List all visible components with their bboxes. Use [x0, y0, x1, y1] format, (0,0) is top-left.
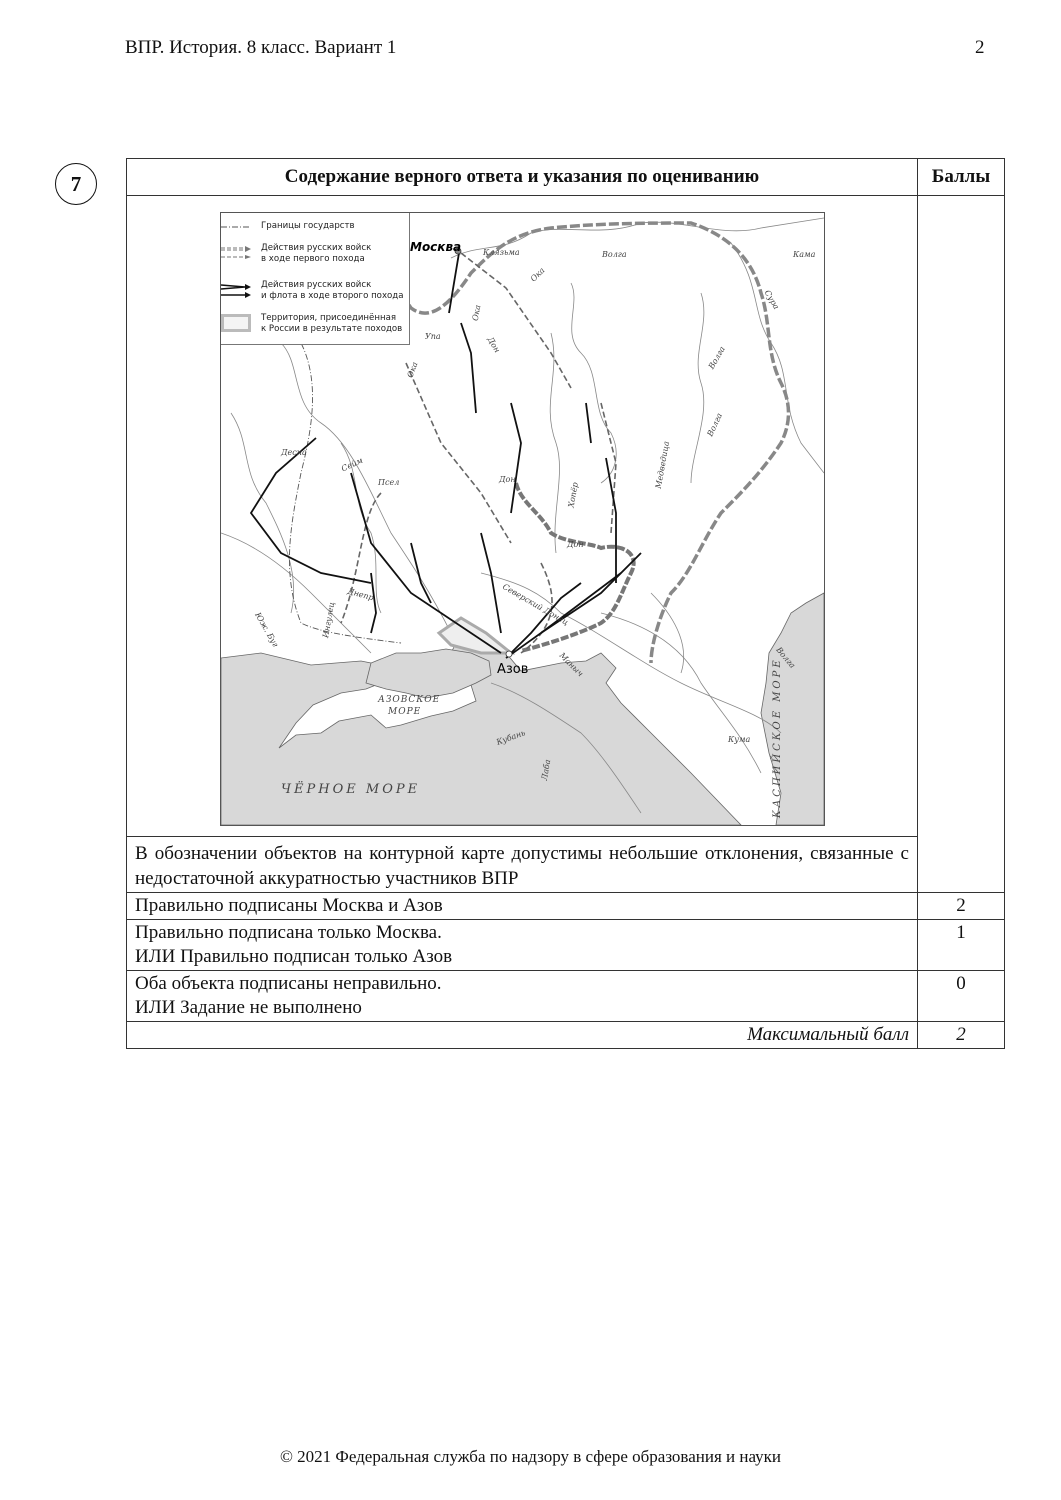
col-header-content: Содержание верного ответа и указания по оцениванию — [127, 159, 918, 196]
river-label-ingulets: Ингулец — [321, 601, 337, 639]
river-label-psel: Псел — [378, 478, 400, 487]
legend-borders: Границы государств — [261, 221, 355, 231]
map-row — [127, 196, 1005, 837]
criterion-text — [127, 971, 918, 1022]
river-label-seversky-donets: Северский Донец — [500, 582, 570, 628]
azov-marker — [506, 651, 512, 657]
river-label-seym: Сейм — [339, 455, 365, 474]
note-row — [127, 837, 1005, 893]
legend-first-campaign-line1: Действия русских войск — [261, 243, 372, 253]
river-label-upa: Упа — [425, 332, 441, 341]
page-number: 2 — [975, 37, 985, 58]
criterion-line: ИЛИ Правильно подписан только Азов — [135, 946, 453, 967]
criteria-row — [127, 893, 1005, 920]
historical-map — [220, 212, 825, 826]
sea-label-azov-2: МОРЕ — [388, 707, 422, 717]
river-label-don-c: Дон — [499, 475, 516, 484]
river-label-don-s: Дон — [567, 540, 584, 549]
criterion-points: 0 — [918, 971, 1005, 1022]
river-label-oka-w: Ока — [405, 360, 420, 379]
second-campaign-arrow-icon — [221, 283, 251, 299]
criterion-line: Оба объекта подписаны неправильно. — [135, 973, 442, 994]
river-label-desna: Десна — [281, 448, 307, 457]
river-label-volga-c: Волга — [705, 411, 725, 438]
accuracy-note: В обозначении объектов на контурной карте допустимы небольшие отклонения, связанные с недостаточной аккуратностью участников ВПР — [127, 837, 918, 893]
max-score-row — [127, 1022, 1005, 1049]
river-label-don-n: Дон — [485, 335, 502, 355]
river-label-manych: Маныч — [557, 650, 585, 679]
river-label-volga-n: Волга — [602, 250, 627, 259]
criteria-row — [127, 920, 1005, 971]
legend-territory-line2: к России в результате походов — [261, 324, 403, 334]
river-label-laba: Лаба — [539, 758, 553, 782]
max-score-label: Максимальный балл — [127, 1022, 918, 1049]
river-label-kama: Кама — [793, 250, 816, 259]
legend-first-campaign-line2: в ходе первого похода — [261, 254, 365, 264]
page-footer: © 2021 Федеральная служба по надзору в сфере образования и науки — [279, 1447, 782, 1466]
sea-label-black: ЧЁРНОЕ МОРЕ — [281, 782, 421, 797]
legend-second-campaign-line2: и флота в ходе второго похода — [261, 291, 404, 301]
territory-symbol-icon — [221, 314, 251, 332]
criterion-points: 1 — [918, 920, 1005, 971]
map-cell — [127, 196, 918, 837]
criteria-row — [127, 971, 1005, 1022]
max-score-value: 2 — [918, 1022, 1005, 1049]
river-label-sura: Сура — [762, 288, 781, 311]
page-header-title: ВПР. История. 8 класс. Вариант 1 — [125, 37, 397, 58]
map-points-cell — [918, 196, 1005, 893]
river-label-kuban: Кубань — [495, 728, 527, 747]
river-label-kuma: Кума — [728, 735, 751, 744]
criterion-points: 2 — [918, 893, 1005, 920]
criterion-line: Правильно подписана только Москва. — [135, 922, 442, 943]
river-label-medveditsa: Медведица — [653, 440, 672, 490]
river-label-volga-c2: Волга — [706, 344, 727, 371]
task-number: 7 — [70, 171, 82, 196]
river-label-klyazma: Клязьма — [483, 248, 520, 257]
legend-territory-line1: Территория, присоединённая — [261, 313, 397, 323]
criterion-line: ИЛИ Задание не выполнено — [135, 997, 362, 1018]
criterion-text — [127, 920, 918, 971]
table-header-row — [127, 159, 1005, 196]
sea-label-caspian: КАСПИЙСКОЕ МОРЕ — [772, 657, 783, 818]
river-label-dnepr: Днепр — [346, 586, 375, 603]
map-legend — [221, 213, 410, 345]
criterion-text — [127, 893, 918, 920]
col-header-points: Баллы — [918, 159, 1005, 196]
sea-label-azov-1: АЗОВСКОЕ — [378, 695, 441, 705]
river-label-khoper: Хопёр — [566, 481, 580, 509]
legend-second-campaign-line1: Действия русских войск — [261, 280, 372, 290]
river-label-yuzh-bug: Юж. Буг — [253, 610, 281, 649]
grading-table — [126, 158, 1005, 1049]
river-label-oka-c: Ока — [470, 304, 483, 322]
first-campaign-arrow-icon — [221, 245, 251, 261]
river-label-oka-e: Ока — [528, 265, 547, 284]
city-label-azov: Азов — [497, 662, 529, 677]
border-symbol-icon — [221, 223, 251, 231]
city-label-moscow: Москва — [410, 240, 462, 254]
task-number-badge — [55, 163, 97, 205]
river-label-volga-s: Волга — [774, 645, 798, 670]
criterion-line: Правильно подписаны Москва и Азов — [135, 895, 443, 916]
